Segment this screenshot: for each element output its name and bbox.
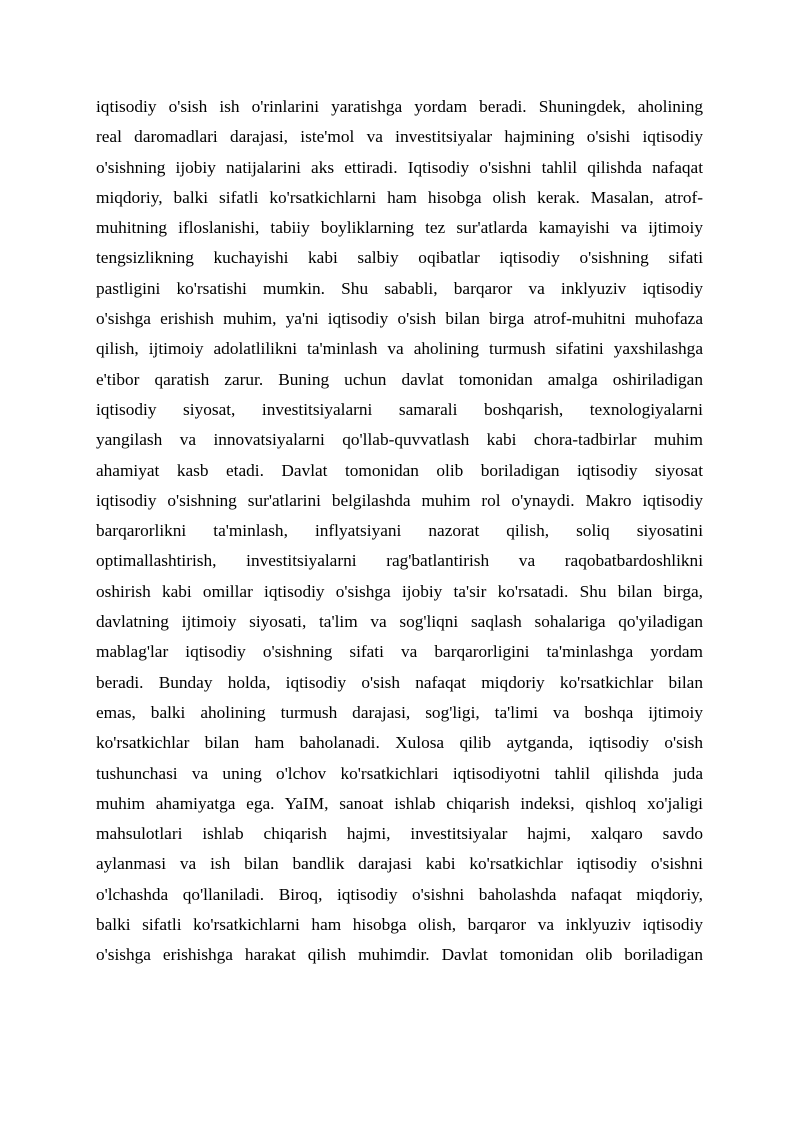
text-line-9: qilish, ijtimoiy adolatlilikni ta'minlash va aholining turmush sifatini yaxshilashga	[96, 339, 703, 359]
text-line-21: emas, balki aholining turmush darajasi, sog'ligi, ta'limi va boshqa ijtimoiy	[96, 702, 703, 722]
text-line-26: aylanmasi va ish bilan bandlik darajasi kabi ko'rsatkichlar iqtisodiy o'sishni	[96, 854, 703, 874]
text-line-5: muhitning ifloslanishi, tabiiy boyliklarning tez sur'atlarda kamayishi va ijtimoiy	[96, 218, 703, 238]
text-line-15: barqarorlikni ta'minlash, inflyatsiyani nazorat qilish, soliq siyosatini	[96, 521, 703, 541]
body-text	[96, 92, 703, 971]
text-line-10: e'tibor qaratish zarur. Buning uchun davlat tomonidan amalga oshiriladigan	[96, 369, 703, 389]
text-line-29: o'sishga erishishga harakat qilish muhimdir. Davlat tomonidan olib boriladigan	[96, 945, 703, 965]
text-line-18: davlatning ijtimoiy siyosati, ta'lim va sog'liqni saqlash sohalariga qo'yiladigan	[96, 612, 703, 632]
text-line-1: iqtisodiy o'sish ish o'rinlarini yaratishga yordam beradi. Shuningdek, aholining	[96, 97, 703, 116]
text-line-28: balki sifatli ko'rsatkichlarni ham hisobga olish, barqaror va inklyuziv iqtisodiy	[96, 915, 703, 935]
text-line-14: iqtisodiy o'sishning sur'atlarini belgilashda muhim rol o'ynaydi. Makro iqtisodiy	[96, 490, 703, 510]
text-line-2: real daromadlari darajasi, iste'mol va investitsiyalar hajmining o'sishi iqtisodiy	[96, 127, 703, 147]
text-line-3: o'sishning ijobiy natijalarini aks ettiradi. Iqtisodiy o'sishni tahlil qilishda nafaqat	[96, 157, 703, 177]
text-line-12: yangilash va innovatsiyalarni qo'llab-quvvatlash kabi chora-tadbirlar muhim	[96, 430, 703, 450]
text-line-23: tushunchasi va uning o'lchov ko'rsatkichlari iqtisodiyotni tahlil qilishda juda	[96, 763, 703, 783]
text-line-13: ahamiyat kasb etadi. Davlat tomonidan olib boriladigan iqtisodiy siyosat	[96, 460, 703, 480]
text-line-19: mablag'lar iqtisodiy o'sishning sifati va barqarorligini ta'minlashga yordam	[96, 642, 703, 662]
text-line-27: o'lchashda qo'llaniladi. Biroq, iqtisodiy o'sishni baholashda nafaqat miqdoriy,	[96, 884, 703, 904]
text-line-25: mahsulotlari ishlab chiqarish hajmi, investitsiyalar hajmi, xalqaro savdo	[96, 824, 703, 844]
text-line-24: muhim ahamiyatga ega. YaIM, sanoat ishlab chiqarish indeksi, qishloq xo'jaligi	[96, 793, 703, 813]
text-line-22: ko'rsatkichlar bilan ham baholanadi. Xulosa qilib aytganda, iqtisodiy o'sish	[96, 733, 703, 753]
text-line-11: iqtisodiy siyosat, investitsiyalarni samarali boshqarish, texnologiyalarni	[96, 399, 703, 419]
text-line-8: o'sishga erishish muhim, ya'ni iqtisodiy o'sish bilan birga atrof-muhitni muhofaza	[96, 309, 703, 329]
text-line-16: optimallashtirish, investitsiyalarni rag'batlantirish va raqobatbardoshlikni	[96, 551, 703, 571]
text-line-6: tengsizlikning kuchayishi kabi salbiy oqibatlar iqtisodiy o'sishning sifati	[96, 248, 703, 268]
text-line-7: pastligini ko'rsatishi mumkin. Shu sababli, barqaror va inklyuziv iqtisodiy	[96, 278, 703, 298]
text-line-17: oshirish kabi omillar iqtisodiy o'sishga ijobiy ta'sir ko'rsatadi. Shu bilan birga,	[96, 581, 703, 601]
text-line-4: miqdoriy, balki sifatli ko'rsatkichlarni ham hisobga olish kerak. Masalan, atrof-	[96, 187, 703, 207]
text-line-20: beradi. Bunday holda, iqtisodiy o'sish nafaqat miqdoriy ko'rsatkichlar bilan	[96, 672, 703, 692]
